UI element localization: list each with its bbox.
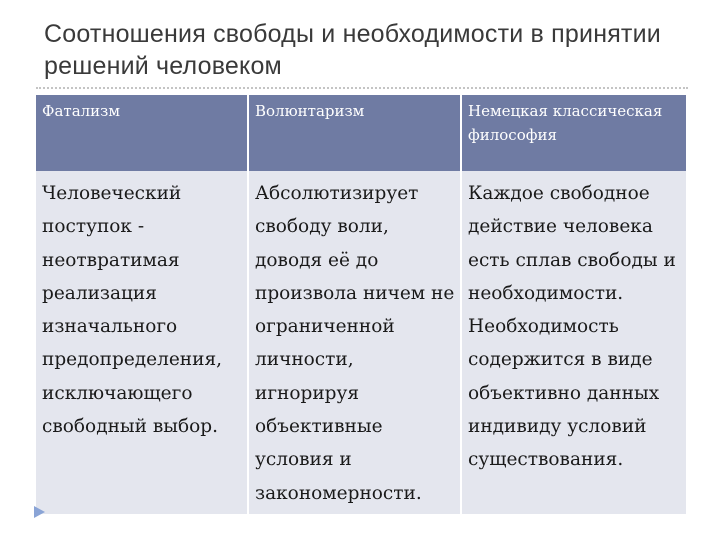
header-fatalism: Фатализм xyxy=(36,95,248,171)
slide-title: Соотношения свободы и необходимости в принятии решений человеком xyxy=(44,20,661,80)
header-german-philosophy: Немецкая классическая философия xyxy=(461,95,686,171)
cell-voluntarism: Абсолютизирует свободу воли, доводя её до произвола ничем не ограниченной личности, игнорируя объективные условия и закономерности. xyxy=(248,171,461,514)
comparison-table-container xyxy=(36,95,686,514)
header-voluntarism: Волюнтаризм xyxy=(248,95,461,171)
title-divider xyxy=(36,87,688,89)
table-row xyxy=(36,171,686,514)
cell-fatalism: Человеческий поступок - неотвратимая реализация изначального предопределения, исключающего свободный выбор. xyxy=(36,171,248,514)
table-header-row xyxy=(36,95,686,171)
triangle-right-icon xyxy=(34,506,45,518)
cell-german-philosophy: Каждое свободное действие человека есть сплав свободы и необходимости. Необходимость содержится в виде объективно данных индивиду условий существования. xyxy=(461,171,686,514)
comparison-table xyxy=(36,95,686,514)
